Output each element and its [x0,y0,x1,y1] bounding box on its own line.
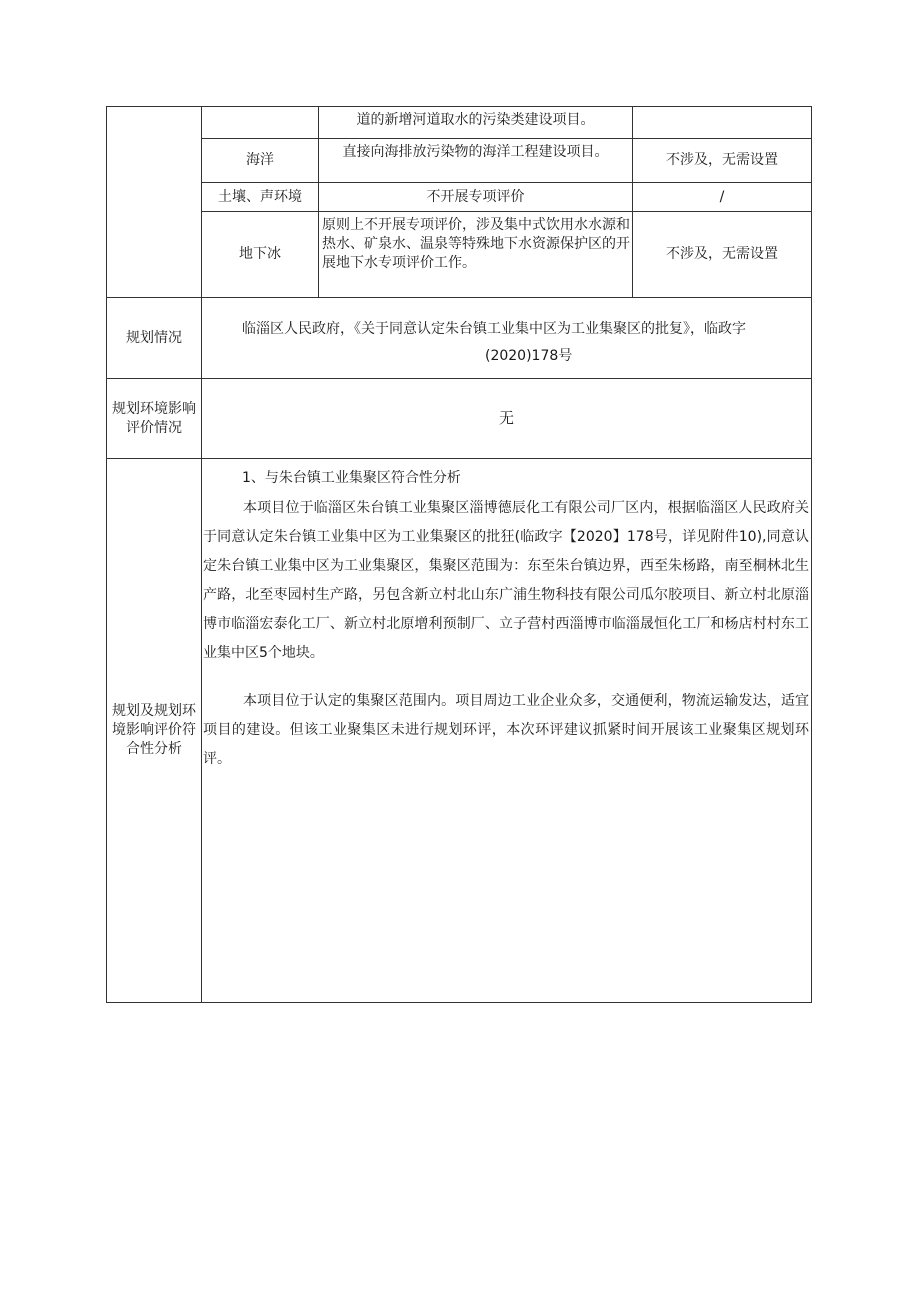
planning-label-cell [107,298,201,378]
marine-label: 海洋 [246,152,274,168]
planning-eia-content: 无 [498,409,514,427]
table-border-right [811,106,812,1003]
marine-setting-cell [633,139,811,182]
row-divider-compliance-top [106,458,812,459]
marine-label-cell [202,139,318,182]
marine-setting: 不涉及，无需设置 [666,152,778,168]
groundwater-content-cell [319,212,632,297]
groundwater-label: 地下冰 [239,246,281,262]
compliance-label-cell [107,459,201,1002]
planning-content-line2: (2020)178号 [485,348,573,364]
compliance-heading: 1、与朱台镇工业集聚区符合性分析 [242,470,461,486]
groundwater-label-cell [202,212,318,297]
marine-content-cell [319,139,632,182]
soil-noise-label: 土壤、声环境 [218,188,302,205]
soil-noise-content: 不开展专项评价 [426,188,525,205]
compliance-label: 规划及规划环境影响评价符合性分析 [112,703,196,757]
planning-eia-label-cell [107,379,201,458]
soil-noise-setting-cell [633,183,811,211]
continued-row-content [319,107,632,138]
groundwater-setting-cell [633,212,811,297]
soil-noise-content-cell [319,183,632,211]
planning-content-line1: 临淄区人民政府，《关于同意认定朱台镇工业集中区为工业集聚区的批复》，临政字 [242,321,746,337]
soil-noise-setting: / [719,188,725,205]
groundwater-content: 原则上不开展专项评价，涉及集中式饮用水水源和热水、矿泉水、温泉等特殊地下水资源保护区的开展地下水专项评价工作。 [322,217,630,271]
table-border-bottom [106,1002,812,1003]
planning-eia-label: 规划环境影响评价情况 [112,400,196,436]
groundwater-setting: 不涉及，无需设置 [666,246,778,262]
compliance-paragraph-1: 本项目位于临淄区朱台镇工业集聚区淄博德辰化工有限公司厂区内，根据临淄区人民政府关于同意认定朱台镇工业集中区为工业集聚区的批狂(临政字【2020】178号，详见附件10),同意认定朱台镇工业集中区为工业集聚区，集聚区范围为：东至朱台镇边界，西至朱杨路，南至桐林北生产路，北至枣园村生产路，另包含新立村北山东广浦生物科技有限公司瓜尔胶项目、新立村北原淄博市临淄宏泰化工厂、新立村北原增利预制厂、立子营村西淄博市临淄晟恒化工厂和杨店村村东工业集中区5个地块。 [203,500,809,661]
soil-noise-label-cell [202,183,318,211]
planning-content-cell [202,298,811,378]
marine-content: 直接向海排放污染物的海洋工程建设项目。 [342,144,609,160]
continued-row-text: 道的新增河道取水的污染类建设项目。 [356,112,595,128]
planning-eia-content-cell [202,379,811,458]
planning-label: 规划情况 [126,329,182,346]
compliance-paragraph-2: 本项目位于认定的集聚区范围内。项目周边工业企业众多，交通便利，物流运输发达，适宜项目的建设。但该工业聚集区未进行规划环评，本次环评建议抓紧时间开展该工业聚集区规划环评。 [203,693,809,767]
